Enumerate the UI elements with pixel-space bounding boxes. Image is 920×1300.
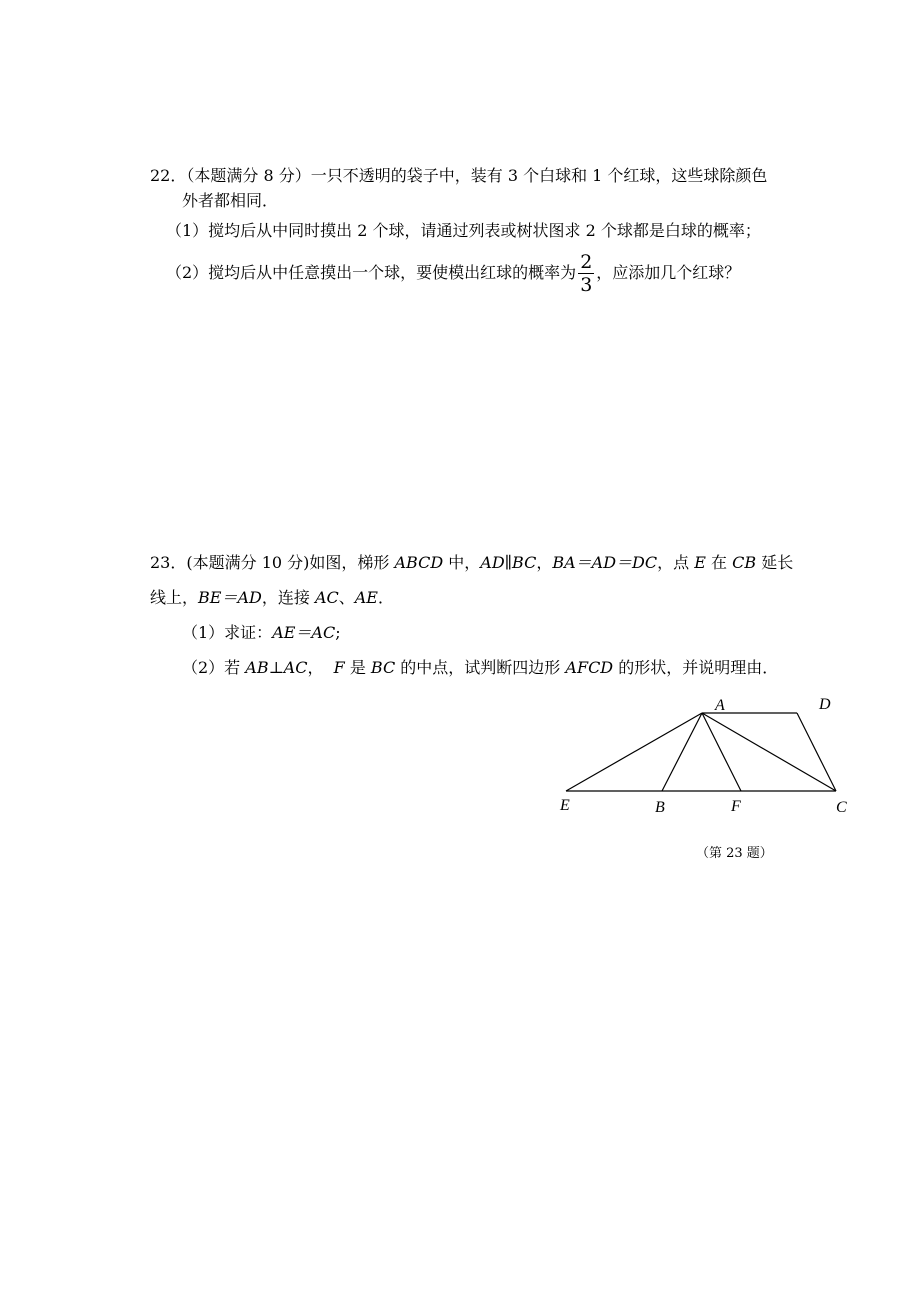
q23-text: 、	[338, 588, 355, 607]
math-term: AB⊥AC	[245, 658, 308, 677]
q23-text: (本题满分 10 分)如图，梯形	[186, 553, 395, 572]
math-term: E	[694, 553, 706, 572]
q23-text: 的中点，试判断四边形	[395, 658, 566, 677]
q23-text: ，连接	[261, 588, 315, 607]
fraction-denominator: 3	[580, 274, 593, 296]
math-term: AC	[314, 588, 339, 607]
label-D: D	[819, 696, 831, 713]
math-term: AE＝AC	[272, 623, 336, 642]
figure-caption: （第 23 题）	[696, 846, 773, 861]
q23-text: 线上，	[150, 588, 199, 607]
q22-header-cont: 外者都相同．	[182, 191, 279, 210]
label-B: B	[655, 799, 665, 816]
math-term: AD∥BC	[480, 553, 537, 572]
label-F: F	[731, 798, 741, 815]
label-E: E	[560, 797, 570, 814]
q23-text: （1）求证：	[182, 623, 273, 642]
q23-text: 在	[705, 553, 733, 572]
q22-header-text: （本题满分 8 分）一只不透明的袋子中，装有 3 个白球和 1 个红球，这些球除颜色	[186, 166, 768, 185]
q22-part2-post: ，应添加几个红球？	[596, 263, 741, 282]
q23-text: ，	[307, 658, 334, 677]
q23-text: 的形状，并说明理由．	[613, 658, 779, 677]
math-term: BC	[370, 658, 396, 677]
q22-part2-pre: （2）搅均后从中任意摸出一个球，要使模出红球的概率为	[166, 263, 577, 282]
q23-text: 中，	[443, 553, 481, 572]
q23-text: 是	[344, 658, 371, 677]
q23-number: 23．	[150, 553, 187, 572]
label-C: C	[836, 799, 847, 816]
math-term: BA＝AD＝DC	[552, 553, 658, 572]
math-term: AE	[354, 588, 378, 607]
math-term: F	[333, 658, 345, 677]
fraction-numerator: 2	[580, 251, 593, 273]
math-term: CB	[732, 553, 757, 572]
math-term: AFCD	[565, 658, 614, 677]
q23-text: ，点	[657, 553, 695, 572]
math-term: ABCD	[394, 553, 444, 572]
q23-text: 延长	[756, 553, 794, 572]
q23-text: ．	[377, 588, 394, 607]
q23-text: ;	[335, 623, 341, 642]
q22-part1: （1）搅均后从中同时摸出 2 个球，请通过列表或树状图求 2 个球都是白球的概率；	[166, 221, 761, 240]
math-term: BE＝AD	[198, 588, 262, 607]
label-A: A	[715, 697, 725, 714]
q23-text: （2）若	[182, 658, 246, 677]
q22-number: 22．	[150, 166, 187, 185]
q23-text: ，	[536, 553, 553, 572]
